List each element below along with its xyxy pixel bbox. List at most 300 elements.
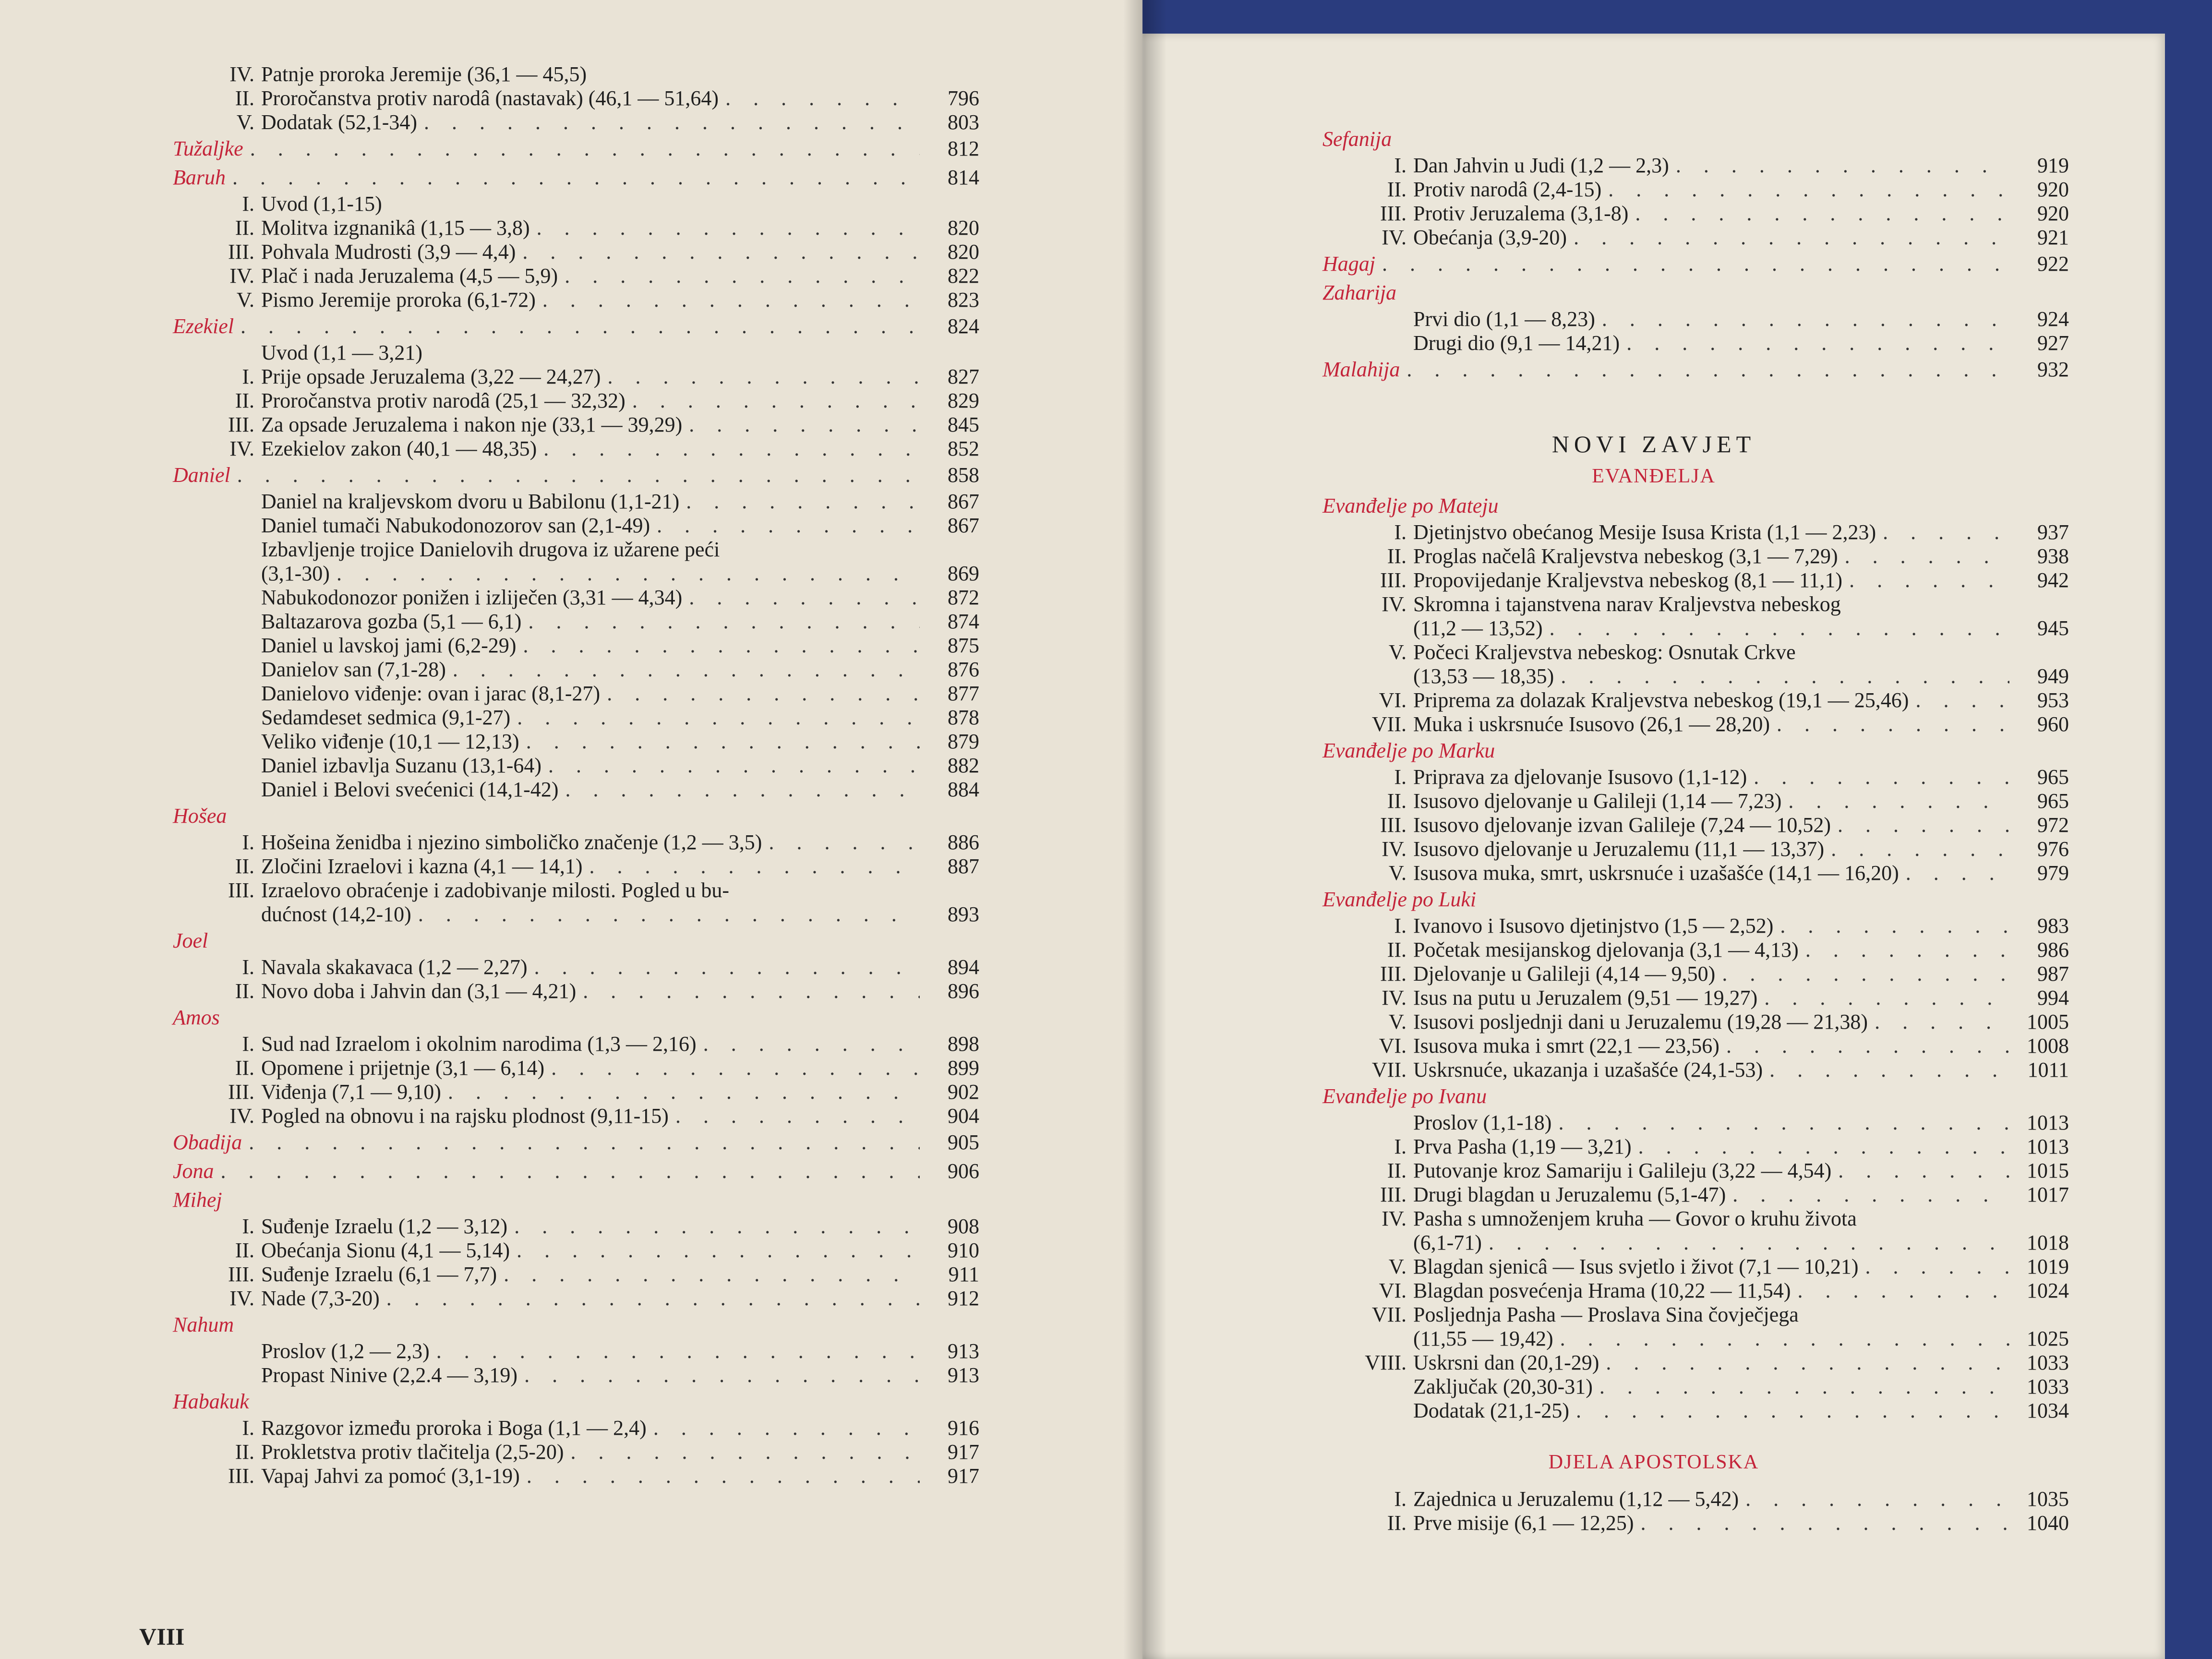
entry-number: I. [1394,914,1407,938]
section-page: 814 [948,166,979,189]
dot-leader [607,365,920,389]
entry-page: 1008 [2027,1034,2069,1058]
dot-leader [1788,789,2009,813]
toc-entry [0,754,1142,778]
entry-number: V. [1388,861,1407,885]
entry-page: 927 [2037,331,2069,355]
entry-title: Isusovo djelovanje izvan Galileje (7,24 — 10,52) [1413,813,1831,837]
dot-leader [237,462,920,489]
entry-number: I. [242,955,254,979]
entry-title: Pohvala Mudrosti (3,9 — 4,4) [261,240,516,264]
entry-page: 796 [948,86,979,110]
entry-page: 986 [2037,938,2069,962]
toc-entry [1142,226,2165,250]
entry-number: III. [1380,1183,1407,1206]
dot-leader [522,240,920,264]
entry-title: Veliko viđenje (10,1 — 12,13) [261,730,519,753]
dot-leader [565,778,920,802]
entry-title: Navala skakavaca (1,2 — 2,27) [261,955,528,979]
entry-number: I. [242,1214,254,1238]
toc-entry [0,62,1142,86]
dot-leader [1560,1327,2009,1351]
toc-entry [0,778,1142,802]
entry-title: Blagdan posvećenja Hrama (10,22 — 11,54) [1413,1279,1791,1302]
dot-leader [1599,1375,2009,1399]
section-heading-row [1142,250,2165,278]
entry-number: IV. [229,437,254,460]
entry-number: III. [228,878,254,902]
dot-leader [689,413,920,437]
entry-number: IV. [1382,986,1407,1010]
dot-leader [523,634,920,658]
entry-title: Pismo Jeremije proroka (6,1-72) [261,288,536,312]
toc-entry [0,192,1142,216]
entry-title: Daniel izbavlja Suzanu (13,1-64) [261,754,542,777]
toc-section [1142,492,2165,736]
section-heading: Joel [173,929,208,952]
entry-title: Izbavljenje trojice Danielovih drugova iz užarene peći [261,538,720,561]
section-heading: Zaharija [1322,281,1397,304]
dot-leader [528,610,920,634]
toc-section [0,1387,1142,1488]
dot-leader [571,1440,920,1464]
toc-entry [0,1080,1142,1104]
entry-title: Sedamdeset sedmica (9,1-27) [261,706,511,729]
entry-title: Viđenja (7,1 — 9,10) [261,1080,441,1104]
toc-section [1142,250,2165,278]
toc-entry [0,1262,1142,1286]
toc-entry [0,1214,1142,1238]
entry-title: Patnje proroka Jeremije (36,1 — 45,5) [261,62,587,86]
dot-leader [657,514,920,538]
da-entries [1142,1487,2165,1535]
toc-entry [1142,1010,2165,1034]
entry-title: (11,55 — 19,42) [1413,1327,1553,1350]
entry-number: I. [242,1032,254,1056]
dot-leader [1602,307,2009,331]
entry-title: Posljednja Pasha — Proslava Sina čovječjega [1413,1303,1799,1326]
entry-title: Djetinjstvo obećanog Mesije Isusa Krista (1,1 — 2,23) [1413,520,1876,544]
entry-title: Protiv narodâ (2,4-15) [1413,178,1602,201]
dot-leader [250,135,920,162]
entry-page: 896 [948,979,979,1003]
dot-leader [653,1416,920,1440]
toc-entry [1142,544,2165,568]
dot-leader [1608,178,2009,202]
entry-number: V. [1388,640,1407,664]
entry-title: Suđenje Izraelu (6,1 — 7,7) [261,1262,497,1286]
dot-leader [537,216,920,240]
toc-entry [0,878,1142,902]
entry-number: III. [228,1262,254,1286]
dot-leader [240,313,920,340]
toc-entry [1142,520,2165,544]
entry-number: VIII. [1365,1351,1407,1374]
dot-leader [1838,1159,2009,1183]
toc-entry [1142,712,2165,736]
dot-leader [725,86,920,110]
toc-entry [0,288,1142,312]
toc-entry [0,1464,1142,1488]
entry-title: (3,1-30) [261,562,330,585]
toc-entry [1142,1207,2165,1231]
entry-title: Drugi dio (9,1 — 14,21) [1413,331,1620,355]
entry-page: 913 [948,1339,979,1363]
entry-page: 1040 [2027,1511,2069,1535]
dot-leader [1722,962,2009,986]
toc-entry [1142,331,2165,355]
dot-leader [221,1158,920,1185]
section-heading-row [0,134,1142,163]
dot-leader [703,1032,920,1056]
entry-title: Isusova muka i smrt (22,1 — 23,56) [1413,1034,1719,1058]
entry-page: 913 [948,1363,979,1387]
dot-leader [1576,1399,2009,1423]
dot-leader [436,1339,920,1363]
entry-page: 938 [2037,544,2069,568]
entry-page: 1033 [2027,1351,2069,1374]
toc-entry [0,682,1142,706]
toc-entry [0,1440,1142,1464]
entry-number: VI. [1379,1034,1407,1058]
left-folio: VIII [139,1623,185,1650]
entry-page: 823 [948,288,979,312]
toc-entry [0,389,1142,413]
toc-entry [0,979,1142,1003]
section-heading-row [0,1128,1142,1157]
toc-entry [0,955,1142,979]
toc-entry [1142,813,2165,837]
toc-entry [1142,616,2165,640]
toc-entry [1142,664,2165,688]
entry-title: (13,53 — 18,35) [1413,664,1554,688]
toc-section [0,1310,1142,1387]
entry-title: Daniel na kraljevskom dvoru u Babilonu (1,1-21) [261,490,680,513]
dot-leader [1797,1279,2009,1303]
book-gutter [1123,0,1166,1659]
dot-leader [418,902,920,926]
entry-title: Priprema za dolazak Kraljevstva nebeskog (19,1 — 25,46) [1413,688,1909,712]
section-heading-row [0,926,1142,955]
entry-number: VII. [1371,1058,1407,1082]
novi-zavjet-title: NOVI ZAVJET [1551,431,1756,457]
dot-leader [453,658,920,682]
dot-leader [504,1262,920,1286]
entry-number: IV. [229,62,254,86]
dot-leader [1769,1058,2009,1082]
entry-number: I. [242,1416,254,1440]
entry-number: III. [1380,962,1407,986]
entry-page: 908 [948,1214,979,1238]
evandelja-title: EVANĐELJA [1592,465,1716,487]
toc-section [0,1003,1142,1128]
section-heading-row [1142,492,2165,520]
dot-leader [689,586,920,610]
entry-page: 1019 [2027,1255,2069,1278]
entry-title: Izraelovo obraćenje i zadobivanje milosti. Pogled u bu- [261,878,730,902]
dot-leader [632,389,920,413]
section-heading-row [1142,1082,2165,1111]
djela-title: DJELA APOSTOLSKA [1548,1451,1759,1473]
dot-leader [1838,813,2009,837]
entry-title: Baltazarova gozba (5,1 — 6,1) [261,610,522,633]
entry-number: VII. [1371,1303,1407,1326]
entry-title: Isus na putu u Jeruzalem (9,51 — 19,27) [1413,986,1758,1010]
entry-title: Danielovo viđenje: ovan i jarac (8,1-27) [261,682,601,705]
dot-leader [448,1080,920,1104]
dot-leader [527,1464,920,1488]
toc-entry [0,514,1142,538]
entry-number: VI. [1379,1279,1407,1302]
entry-page: 820 [948,216,979,240]
entry-page: 887 [948,854,979,878]
dot-leader [1805,938,2009,962]
dot-leader [542,288,920,312]
toc-entry [1142,1111,2165,1135]
entry-page: 912 [948,1286,979,1310]
section-heading-row [0,163,1142,192]
toc-entry [0,586,1142,610]
toc-entry [1142,640,2165,664]
section-heading-row [1142,125,2165,154]
entry-page: 965 [2037,789,2069,813]
section-heading: Habakuk [173,1390,249,1413]
toc-entry [1142,154,2165,178]
entry-title: Prva Pasha (1,19 — 3,21) [1413,1135,1632,1158]
entry-page: 867 [948,514,979,537]
entry-page: 994 [2037,986,2069,1010]
entry-page: 1025 [2027,1327,2069,1350]
toc-entry [1142,1279,2165,1303]
entry-page: 894 [948,955,979,979]
toc-entry [0,490,1142,514]
toc-entry [1142,1511,2165,1535]
dot-leader [1849,568,2009,592]
entry-page: 1017 [2027,1183,2069,1206]
dot-leader [526,730,920,754]
toc-entry [1142,1327,2165,1351]
entry-page: 960 [2037,712,2069,736]
entry-page: 877 [948,682,979,705]
toc-entry [0,730,1142,754]
entry-title: Pasha s umnoženjem kruha — Govor o kruhu života [1413,1207,1857,1230]
entry-number: I. [1394,765,1407,789]
dot-leader [1764,986,2009,1010]
dot-leader [1865,1255,2009,1279]
dot-leader [589,854,920,878]
entry-page: 920 [2037,178,2069,201]
toc-section [0,1186,1142,1310]
dot-leader [769,830,920,854]
dot-leader [686,490,920,514]
toc-section [0,1128,1142,1157]
section-heading: Jona [173,1159,214,1183]
entry-number: II. [235,1056,254,1080]
entry-title: Daniel tumači Nabukodonozorov san (2,1-49) [261,514,650,537]
toc-entry [0,1416,1142,1440]
section-heading-row [1142,885,2165,914]
toc-section [0,461,1142,802]
section-heading-row [0,461,1142,490]
dot-leader [583,979,920,1003]
toc-entry [1142,1351,2165,1375]
entry-page: 919 [2037,154,2069,177]
entry-page: 1013 [2027,1111,2069,1134]
toc-entry [1142,1375,2165,1399]
toc-entry [1142,1034,2165,1058]
section-heading-row [0,1003,1142,1032]
dot-leader [1489,1231,2009,1255]
toc-entry [1142,178,2165,202]
entry-number: IV. [229,264,254,288]
toc-entry [1142,837,2165,861]
entry-page: 1034 [2027,1399,2069,1422]
toc-section [1142,1082,2165,1423]
entry-page: 910 [948,1238,979,1262]
entry-page: 916 [948,1416,979,1440]
entry-title: Zajednica u Jeruzalemu (1,12 — 5,42) [1413,1487,1739,1511]
dot-leader [1574,226,2009,250]
section-page: 922 [2037,252,2069,276]
toc-entry [1142,1159,2165,1183]
entry-page: 920 [2037,202,2069,225]
entry-number: III. [1380,568,1407,592]
entry-title: Prokletstva protiv tlačitelja (2,5-20) [261,1440,564,1464]
entry-title: Danielov san (7,1-28) [261,658,446,681]
entry-title: Djelovanje u Galileji (4,14 — 9,50) [1413,962,1716,986]
entry-title: Blagdan sjenicâ — Isus svjetlo i život (7,1 — 10,21) [1413,1255,1859,1278]
dot-leader [517,1238,920,1262]
toc-entry [1142,1399,2165,1423]
entry-title: Ivanovo i Isusovo djetinjstvo (1,5 — 2,52) [1413,914,1774,938]
entry-number: IV. [1382,592,1407,616]
toc-entry [1142,202,2165,226]
entry-number: I. [1394,520,1407,544]
section-page: 906 [948,1159,979,1183]
toc-entry [1142,592,2165,616]
entry-page: 827 [948,365,979,388]
entry-title: Proslov (1,2 — 2,3) [261,1339,430,1363]
entry-page: 898 [948,1032,979,1056]
dot-leader [551,1056,920,1080]
section-page: 932 [2037,358,2069,381]
entry-number: IV. [229,1286,254,1310]
dot-leader [524,1363,920,1387]
toc-entry [0,1104,1142,1128]
entry-page: 886 [948,830,979,854]
dot-leader [1845,544,2009,568]
ev-sections [1142,492,2165,1423]
entry-page: 1005 [2027,1010,2069,1034]
dot-leader [607,682,920,706]
entry-title: Proročanstva protiv narodâ (25,1 — 32,32) [261,389,625,412]
entry-title: Suđenje Izraelu (1,2 — 3,12) [261,1214,508,1238]
entry-page: 899 [948,1056,979,1080]
entry-page: 874 [948,610,979,633]
dot-leader [1626,331,2009,355]
dot-leader [543,437,920,461]
entry-number: II. [1387,544,1407,568]
section-heading: Obadija [173,1130,242,1154]
entry-title: Proslov (1,1-18) [1413,1111,1552,1134]
dot-leader [514,1214,920,1238]
toc-entry [0,365,1142,389]
toc-entry [0,854,1142,878]
section-heading: Nahum [173,1313,234,1336]
entry-title: Muka i uskrsnuće Isusovo (26,1 — 28,20) [1413,712,1770,736]
toc-section [1142,355,2165,384]
toc-entry [0,902,1142,926]
entry-number: II. [235,1440,254,1464]
toc-section [0,312,1142,461]
ot-sections [1142,125,2165,384]
right-page [1142,34,2165,1659]
entry-title: Početak mesijanskog djelovanja (3,1 — 4,13) [1413,938,1799,962]
entry-number: I. [242,365,254,388]
toc-entry [0,830,1142,854]
entry-title: Protiv Jeruzalema (3,1-8) [1413,202,1629,225]
entry-title: dućnost (14,2-10) [261,902,411,926]
toc-entry [0,1339,1142,1363]
entry-title: Obećanja Sionu (4,1 — 5,14) [261,1238,510,1262]
dot-leader [1638,1135,2009,1159]
dot-leader [1915,688,2009,712]
section-heading: Evanđelje po Ivanu [1322,1084,1487,1108]
entry-page: 917 [948,1464,979,1488]
dot-leader [1558,1111,2009,1135]
entry-title: Skromna i tajanstvena narav Kraljevstva nebeskog [1413,592,1841,616]
toc-entry [0,1056,1142,1080]
toc-entry [1142,1303,2165,1327]
toc-entry [0,1286,1142,1310]
entry-title: Isusova muka, smrt, uskrsnuće i uzašašće (14,1 — 16,20) [1413,861,1899,885]
entry-title: Sud nad Izraelom i okolnim narodima (1,3 — 2,16) [261,1032,697,1056]
toc-section [1142,736,2165,885]
entry-title: Za opsade Jeruzalema i nakon nje (33,1 — 39,29) [261,413,683,436]
toc-entry [1142,1255,2165,1279]
entry-number: I. [1394,154,1407,177]
dot-leader [1780,914,2009,938]
section-heading: Sefanija [1322,127,1392,151]
toc-entry [1142,1231,2165,1255]
entry-title: Pogled na obnovu i na rajsku plodnost (9,11-15) [261,1104,669,1128]
section-page: 905 [948,1130,979,1154]
entry-title: (6,1-71) [1413,1231,1482,1254]
toc-section [0,62,1142,134]
entry-title: Prvi dio (1,1 — 8,23) [1413,307,1595,331]
dot-leader [1561,664,2009,688]
toc-entry [1142,688,2165,712]
section-heading-row [1142,355,2165,384]
entry-page: 820 [948,240,979,264]
section-heading-row [0,1186,1142,1214]
entry-page: 979 [2037,861,2069,885]
entry-number: V. [1388,1255,1407,1278]
entry-title: Putovanje kroz Samariju i Galileju (3,22 — 4,54) [1413,1159,1832,1182]
dot-leader [1382,251,2009,277]
toc-section [1142,125,2165,250]
entry-page: 949 [2037,664,2069,688]
entry-page: 945 [2037,616,2069,640]
dot-leader [1745,1487,2009,1511]
entry-title: Uskrsni dan (20,1-29) [1413,1351,1599,1374]
toc-section [1142,885,2165,1082]
section-heading-row [1142,278,2165,307]
toc-entry [0,538,1142,562]
entry-title: Isusovo djelovanje u Galileji (1,14 — 7,23) [1413,789,1782,813]
entry-title: Počeci Kraljevstva nebeskog: Osnutak Crkve [1413,640,1796,664]
entry-page: 1018 [2027,1231,2069,1254]
